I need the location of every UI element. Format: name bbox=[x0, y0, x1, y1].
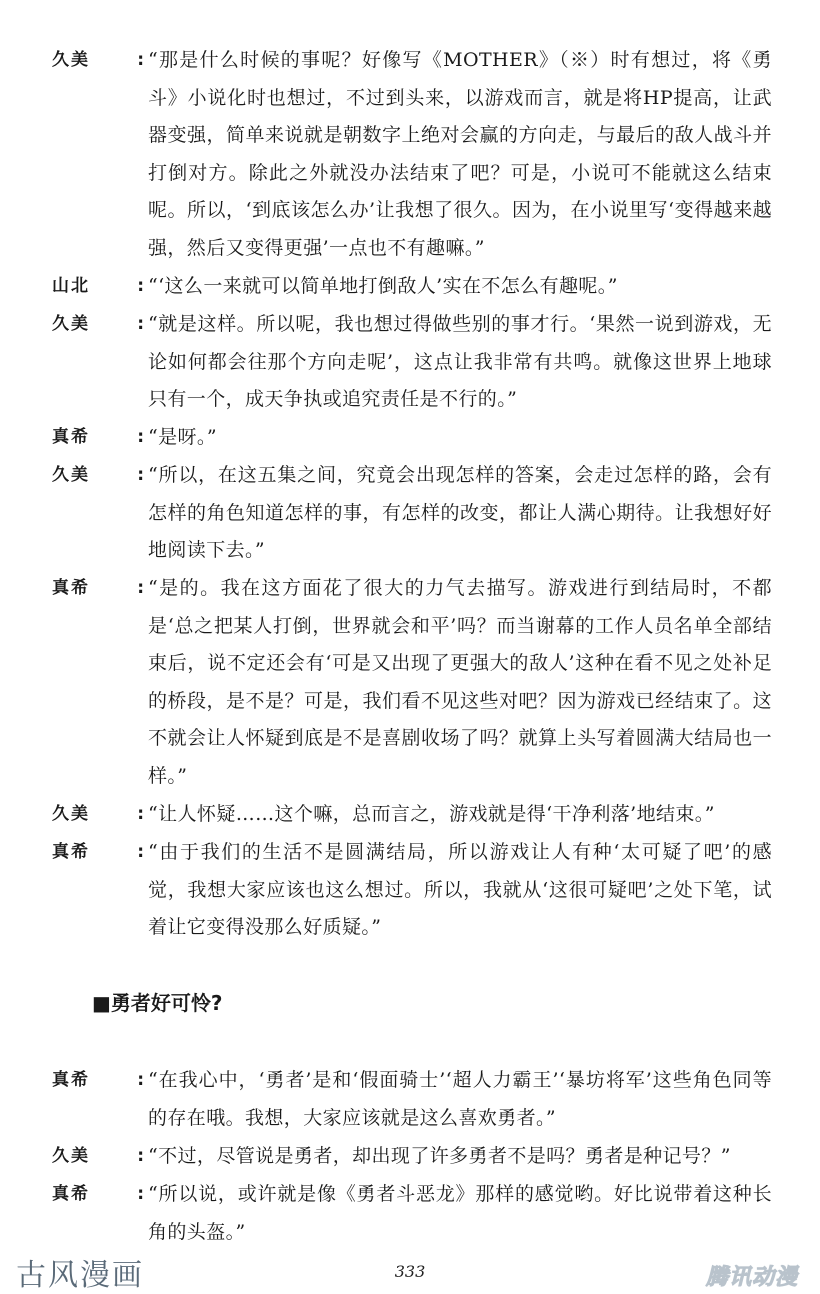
dialogue-entry bbox=[52, 457, 772, 570]
dialogue-text: “是呀。” bbox=[148, 426, 217, 448]
dialogue-text: “‘这么一来就可以简单地打倒敌人’实在不怎么有趣呢。” bbox=[148, 275, 618, 297]
speaker-label: 真 希 : bbox=[52, 1070, 144, 1090]
dialogue-entry bbox=[52, 570, 772, 796]
page-number: 333 bbox=[394, 1262, 426, 1281]
dialogue-entry bbox=[52, 1176, 772, 1251]
watermark-gufeng: 古风漫画 bbox=[16, 1258, 144, 1293]
dialogue-text: “在我心中，‘勇者’是和‘假面骑士’‘超人力霸王’‘暴坊将军’这些角色同等的存在哦。我想，大家应该就是这么喜欢勇者。” bbox=[148, 1069, 772, 1129]
speaker-label: 真 希 : bbox=[52, 1184, 144, 1204]
dialogue-entry bbox=[52, 419, 772, 457]
dialogue-text: “所以，在这五集之间，究竟会出现怎样的答案，会走过怎样的路，会有怎样的角色知道怎样的事，有怎样的改变，都让人满心期待。让我想好好地阅读下去。” bbox=[148, 464, 772, 562]
dialogue-text: “由于我们的生活不是圆满结局，所以游戏让人有种‘太可疑了吧’的感觉，我想大家应该也这么想过。所以，我就从‘这很可疑吧’之处下笔，试着让它变得没那么好质疑。” bbox=[148, 841, 772, 939]
dialogue-entry bbox=[52, 834, 772, 947]
speaker-label: 真 希 : bbox=[52, 578, 144, 598]
speaker-label: 久 美 : bbox=[52, 1146, 144, 1166]
speaker-label: 真 希 : bbox=[52, 427, 144, 447]
dialogue-text: “所以说，或许就是像《勇者斗恶龙》那样的感觉哟。好比说带着这种长角的头盔。” bbox=[148, 1183, 772, 1243]
speaker-label: 久 美 : bbox=[52, 314, 144, 334]
dialogue-text: “让人怀疑……这个嘛，总而言之，游戏就是得‘干净利落’地结束。” bbox=[148, 803, 715, 825]
watermark-tencent-comic: 腾讯动漫 bbox=[705, 1265, 798, 1290]
dialogue-entry bbox=[52, 42, 772, 268]
dialogue-entry bbox=[52, 1062, 772, 1137]
dialogue-entry bbox=[52, 1138, 772, 1176]
dialogue-text: “那是什么时候的事呢？好像写《MOTHER》（※）时有想过，将《勇斗》小说化时也想过，不过到头来，以游戏而言，就是将HP提高，让武器变强，简单来说就是朝数字上绝对会赢的方向走，与最后的敌人战斗并打倒对方。除此之外就没办法结束了吧？可是，小说可不能就这么结束呢。所以，‘到底该怎么办’让我想了很久。因为，在小说里写‘变得越来越强，然后又变得更强’一点也不有趣嘛。” bbox=[148, 49, 772, 259]
dialogue-entry bbox=[52, 306, 772, 419]
speaker-label: 久 美 : bbox=[52, 50, 144, 70]
speaker-label: 真 希 : bbox=[52, 842, 144, 862]
speaker-label: 久 美 : bbox=[52, 804, 144, 824]
dialogue-entry bbox=[52, 796, 772, 834]
dialogue-text: “不过，尽管说是勇者，却出现了许多勇者不是吗？勇者是种记号？” bbox=[148, 1145, 731, 1167]
speaker-label: 山 北 : bbox=[52, 276, 144, 296]
section-heading: ■勇者好可怜? bbox=[92, 991, 223, 1015]
speaker-label: 久 美 : bbox=[52, 465, 144, 485]
dialogue-text: “就是这样。所以呢，我也想过得做些别的事才行。‘果然一说到游戏，无论如何都会往那个方向走呢’，这点让我非常有共鸣。就像这世界上地球只有一个，成天争执或追究责任是不行的。” bbox=[148, 313, 772, 411]
dialogue-text: “是的。我在这方面花了很大的力气去描写。游戏进行到结局时，不都是‘总之把某人打倒，世界就会和平’吗？而当谢幕的工作人员名单全部结束后，说不定还会有‘可是又出现了更强大的敌人’这种在看不见之处补足的桥段，是不是？可是，我们看不见这些对吧？因为游戏已经结束了。这不就会让人怀疑到底是不是喜剧收场了吗？就算上头写着圆满大结局也一样。” bbox=[148, 577, 772, 787]
dialogue-entry bbox=[52, 268, 772, 306]
